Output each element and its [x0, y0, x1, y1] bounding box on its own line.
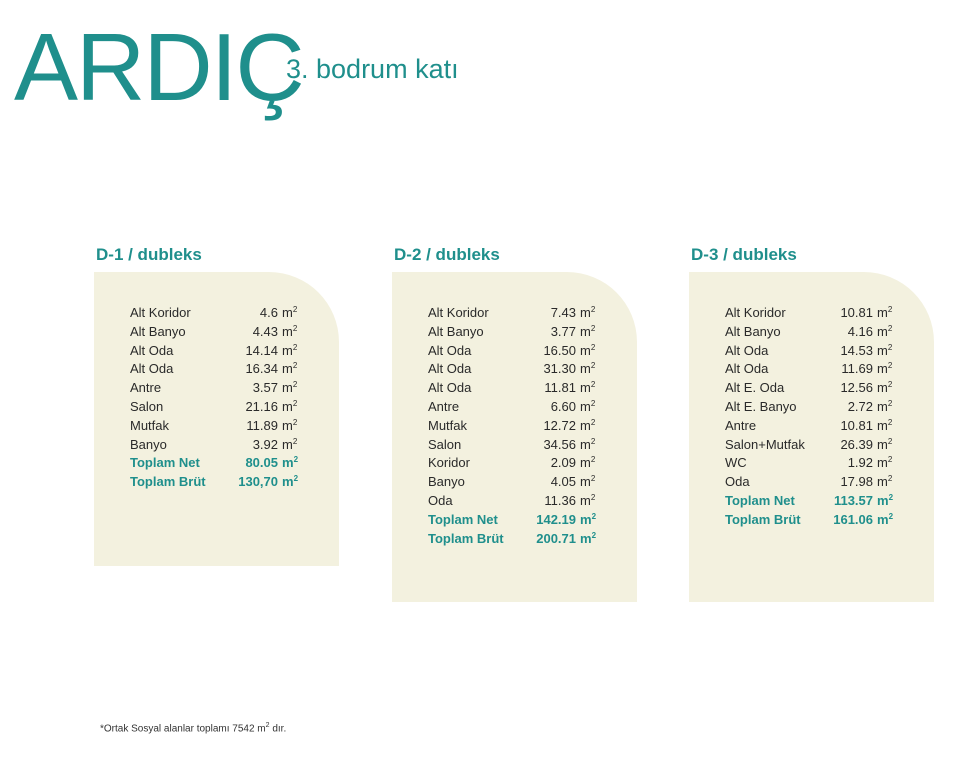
unit-superscript: 2: [888, 511, 894, 521]
table-row: [725, 473, 893, 492]
room-label: Antre: [130, 380, 162, 396]
table-row: [428, 436, 596, 455]
area-value: 10.81: [840, 417, 873, 433]
area-unit: [576, 511, 596, 530]
room-label: Toplam Net: [725, 492, 795, 508]
area-value: 3.92: [252, 436, 278, 452]
unit-label: m: [580, 492, 591, 508]
unit-label: m: [877, 492, 889, 508]
unit-superscript: 2: [887, 323, 893, 333]
area-table: [725, 304, 893, 530]
unit-label: m: [877, 417, 888, 433]
unit-superscript: 2: [590, 342, 596, 352]
room-label: Alt Oda: [130, 361, 174, 377]
area-value: 1.92: [847, 455, 873, 471]
total-row: [725, 492, 893, 511]
table-row: [725, 398, 893, 417]
table-row: [725, 379, 893, 398]
unit-label: m: [580, 380, 591, 396]
unit-superscript: 2: [887, 436, 893, 446]
unit-label: m: [282, 361, 293, 377]
table-row: [130, 417, 298, 436]
area-value: 12.72: [543, 417, 576, 433]
unit-superscript: 2: [591, 511, 597, 521]
area-table: [130, 304, 298, 492]
unit-superscript: 2: [887, 455, 893, 465]
area-value: 31.30: [543, 361, 576, 377]
area-value: 2.09: [550, 455, 576, 471]
unit-d3: [689, 244, 934, 602]
footnote-sup: 2: [265, 722, 270, 729]
unit-label: m: [282, 380, 293, 396]
area-unit: [576, 304, 596, 323]
area-unit: [278, 473, 298, 492]
unit-label: m: [282, 305, 293, 320]
area-value: 34.56: [543, 436, 576, 452]
unit-label: m: [877, 511, 889, 527]
room-label: Alt Banyo: [130, 323, 186, 339]
unit-label: m: [580, 361, 591, 377]
unit-superscript: 2: [887, 417, 893, 427]
footnote-text: *Ortak Sosyal alanlar toplamı 7542 m: [100, 723, 266, 735]
area-unit: [873, 398, 893, 417]
table-row: [130, 323, 298, 342]
unit-label: m: [282, 342, 293, 358]
area-unit: [278, 398, 298, 417]
unit-label: m: [877, 436, 888, 452]
footnote-tail: dır.: [269, 723, 287, 735]
area-unit: [576, 436, 596, 455]
unit-superscript: 2: [887, 380, 893, 390]
area-value: 161.06: [833, 511, 873, 527]
room-label: Alt Koridor: [428, 305, 489, 320]
unit-superscript: 2: [888, 492, 894, 502]
table-row: [725, 436, 893, 455]
area-value: 4.6: [259, 305, 278, 320]
unit-label: m: [282, 474, 294, 490]
area-value: 11.89: [246, 417, 278, 433]
room-label: Alt Koridor: [130, 305, 191, 320]
unit-superscript: 2: [292, 342, 298, 352]
room-label: Toplam Brüt: [725, 511, 801, 527]
unit-label: m: [877, 474, 888, 490]
room-label: Oda: [725, 474, 750, 490]
unit-label: m: [282, 417, 293, 433]
total-row: [428, 511, 596, 530]
area-unit: [278, 417, 298, 436]
area-value: 4.16: [847, 323, 873, 339]
unit-label: m: [877, 455, 888, 471]
table-row: [428, 379, 596, 398]
unit-label: m: [877, 342, 888, 358]
unit-superscript: 2: [590, 361, 596, 371]
table-row: [725, 304, 893, 323]
area-value: 17.98: [840, 474, 873, 490]
area-unit: [278, 454, 298, 473]
unit-label: m: [282, 436, 293, 452]
unit-superscript: 2: [590, 436, 596, 446]
footnote: [100, 722, 286, 734]
room-label: Toplam Brüt: [130, 474, 206, 490]
room-label: Mutfak: [130, 417, 170, 433]
unit-superscript: 2: [590, 474, 596, 484]
table-row: [428, 323, 596, 342]
unit-label: m: [282, 398, 293, 414]
table-row: [428, 454, 596, 473]
table-row: [725, 417, 893, 436]
table-row: [428, 304, 596, 323]
unit-superscript: 2: [292, 361, 298, 371]
table-row: [725, 323, 893, 342]
room-label: Banyo: [428, 474, 465, 490]
area-value: 14.14: [245, 342, 278, 358]
total-row: [725, 511, 893, 530]
area-value: 4.43: [252, 323, 278, 339]
area-unit: [576, 323, 596, 342]
area-value: 11.36: [544, 492, 576, 508]
floor-subtitle: 3. bodrum katı: [286, 54, 459, 84]
unit-superscript: 2: [887, 398, 893, 408]
table-row: [130, 398, 298, 417]
area-value: 14.53: [840, 342, 873, 358]
room-label: Toplam Net: [428, 511, 498, 527]
unit-superscript: 2: [590, 492, 596, 502]
unit-card: [392, 272, 637, 602]
table-row: [428, 417, 596, 436]
unit-label: m: [580, 323, 591, 339]
room-label: Alt Oda: [130, 342, 174, 358]
unit-label: m: [580, 474, 591, 490]
area-unit: [576, 379, 596, 398]
unit-title: D-2 / dubleks: [394, 245, 500, 264]
room-label: Toplam Brüt: [428, 530, 504, 546]
area-value: 142.19: [536, 511, 576, 527]
table-row: [428, 398, 596, 417]
area-value: 130,70: [238, 474, 278, 490]
total-row: [130, 473, 298, 492]
area-unit: [278, 342, 298, 361]
area-value: 26.39: [840, 436, 873, 452]
area-unit: [873, 511, 893, 530]
unit-label: m: [877, 380, 888, 396]
unit-superscript: 2: [887, 342, 893, 352]
room-label: Alt Oda: [725, 361, 769, 377]
area-value: 3.57: [252, 380, 278, 396]
unit-superscript: 2: [292, 380, 298, 390]
room-label: Alt Koridor: [725, 305, 786, 320]
unit-superscript: 2: [887, 474, 893, 484]
area-value: 12.56: [840, 380, 873, 396]
unit-label: m: [282, 455, 294, 471]
unit-title: D-3 / dubleks: [691, 245, 797, 264]
unit-superscript: 2: [590, 305, 596, 314]
unit-superscript: 2: [292, 417, 298, 427]
unit-d1: [94, 244, 339, 566]
table-row: [130, 304, 298, 323]
unit-label: m: [580, 305, 591, 320]
room-label: Alt Oda: [428, 361, 472, 377]
unit-label: m: [580, 455, 591, 471]
area-unit: [576, 492, 596, 511]
unit-label: m: [580, 511, 592, 527]
area-unit: [873, 379, 893, 398]
room-label: Alt Oda: [428, 342, 472, 358]
table-row: [130, 379, 298, 398]
unit-label: m: [580, 417, 591, 433]
area-unit: [576, 342, 596, 361]
area-unit: [278, 379, 298, 398]
unit-superscript: 2: [590, 398, 596, 408]
table-row: [428, 342, 596, 361]
unit-card: [689, 272, 934, 602]
room-label: Salon: [428, 436, 462, 452]
area-value: 11.69: [841, 361, 873, 377]
table-row: [725, 360, 893, 379]
unit-superscript: 2: [590, 380, 596, 390]
brand-title: ARDIÇ: [14, 14, 303, 121]
area-unit: [576, 454, 596, 473]
room-label: Toplam Net: [130, 455, 200, 471]
total-row: [428, 530, 596, 549]
area-unit: [873, 304, 893, 323]
room-label: Oda: [428, 492, 453, 508]
unit-superscript: 2: [292, 323, 298, 333]
room-label: Alt E. Banyo: [725, 398, 797, 414]
area-unit: [576, 473, 596, 492]
room-label: Alt Oda: [428, 380, 472, 396]
table-row: [428, 360, 596, 379]
unit-title: D-1 / dubleks: [96, 245, 202, 264]
area-value: 2.72: [847, 398, 873, 414]
table-row: [428, 492, 596, 511]
area-unit: [873, 417, 893, 436]
area-value: 7.43: [550, 305, 576, 320]
unit-label: m: [580, 342, 591, 358]
room-label: Salon+Mutfak: [725, 436, 805, 452]
area-unit: [278, 436, 298, 455]
unit-superscript: 2: [590, 417, 596, 427]
unit-label: m: [580, 530, 592, 546]
area-unit: [576, 398, 596, 417]
area-value: 80.05: [245, 455, 278, 471]
area-unit: [278, 304, 298, 323]
table-row: [725, 454, 893, 473]
room-label: Alt Banyo: [725, 323, 781, 339]
table-row: [130, 436, 298, 455]
area-value: 21.16: [245, 398, 278, 414]
area-value: 3.77: [550, 323, 576, 339]
room-label: Antre: [725, 417, 757, 433]
area-value: 200.71: [536, 530, 576, 546]
unit-label: m: [282, 323, 293, 339]
unit-label: m: [877, 398, 888, 414]
unit-superscript: 2: [591, 530, 597, 540]
unit-superscript: 2: [887, 361, 893, 371]
table-row: [130, 360, 298, 379]
unit-superscript: 2: [292, 305, 298, 314]
table-row: [130, 342, 298, 361]
room-label: Koridor: [428, 455, 470, 471]
table-row: [725, 342, 893, 361]
area-unit: [873, 342, 893, 361]
unit-card: [94, 272, 339, 566]
total-row: [130, 454, 298, 473]
table-row: [428, 473, 596, 492]
area-value: 16.50: [543, 342, 576, 358]
area-table: [428, 304, 596, 548]
room-label: Antre: [428, 398, 460, 414]
area-unit: [873, 492, 893, 511]
unit-superscript: 2: [293, 455, 299, 465]
unit-label: m: [877, 323, 888, 339]
area-value: 6.60: [550, 398, 576, 414]
area-value: 113.57: [833, 492, 873, 508]
room-label: Alt Banyo: [428, 323, 484, 339]
area-value: 11.81: [544, 380, 576, 396]
unit-label: m: [580, 398, 591, 414]
area-unit: [278, 323, 298, 342]
unit-label: m: [877, 305, 888, 320]
area-value: 10.81: [840, 305, 873, 320]
area-unit: [873, 436, 893, 455]
area-unit: [873, 323, 893, 342]
area-unit: [576, 530, 596, 549]
area-unit: [873, 473, 893, 492]
room-label: Alt E. Oda: [725, 380, 785, 396]
area-value: 4.05: [550, 474, 576, 490]
area-value: 16.34: [245, 361, 278, 377]
unit-superscript: 2: [590, 455, 596, 465]
room-label: Alt Oda: [725, 342, 769, 358]
unit-superscript: 2: [887, 305, 893, 314]
room-label: Mutfak: [428, 417, 468, 433]
room-label: Salon: [130, 398, 164, 414]
unit-label: m: [877, 361, 888, 377]
unit-superscript: 2: [292, 436, 298, 446]
room-label: Banyo: [130, 436, 167, 452]
room-label: WC: [725, 455, 747, 471]
area-unit: [278, 360, 298, 379]
area-unit: [873, 454, 893, 473]
unit-d2: [392, 244, 637, 602]
unit-label: m: [580, 436, 591, 452]
unit-superscript: 2: [590, 323, 596, 333]
area-unit: [576, 360, 596, 379]
area-unit: [873, 360, 893, 379]
unit-superscript: 2: [293, 474, 299, 484]
area-unit: [576, 417, 596, 436]
unit-superscript: 2: [292, 398, 298, 408]
